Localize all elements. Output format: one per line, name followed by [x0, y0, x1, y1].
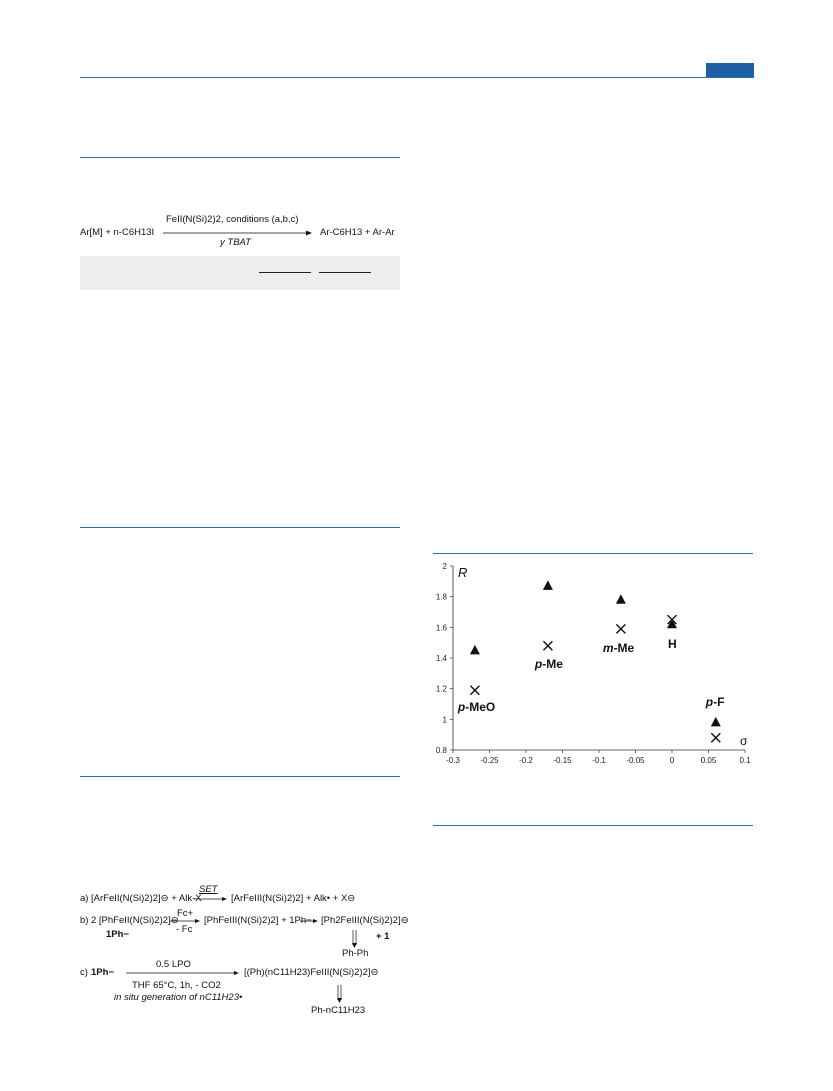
x-tick-label: -0.1 — [592, 756, 606, 765]
scheme-2-c-arrow-bottom: THF 65°C, 1h, - CO2 — [132, 980, 221, 991]
y-tick-label: 1 — [442, 715, 447, 725]
scheme-2-a-arrow-label: SET — [199, 884, 218, 895]
x-tick-label: -0.25 — [480, 756, 499, 765]
scheme-2-c-arrow-top: 0.5 LPO — [156, 959, 191, 970]
scheme-2-b-middle: [PhFeIII(N(Si)2)2] + 1Ph− — [204, 915, 312, 926]
scheme-1-products: Ar-C6H13 + Ar-Ar — [320, 227, 395, 238]
scheme-2-c-product: Ph-nC11H23 — [311, 1005, 366, 1016]
y-tick-label: 2 — [442, 562, 447, 571]
cross-point — [711, 733, 720, 742]
scheme-2-c-note: in situ generation of nC11H23• — [114, 992, 243, 1003]
x-tick-label: 0.1 — [739, 756, 751, 765]
chart-points — [470, 580, 721, 742]
cross-point — [543, 641, 552, 650]
scheme-2-b-label: b) — [80, 915, 89, 926]
chart-xlabel: σ — [740, 734, 748, 748]
scheme-1-additive: y TBAT — [220, 237, 251, 248]
y-tick-label: 0.8 — [435, 746, 447, 755]
triangle-point — [616, 594, 626, 604]
scheme-2-b-product: Ph-Ph — [342, 948, 369, 959]
y-tick-label: 1.8 — [435, 592, 447, 602]
triangle-point — [470, 645, 480, 655]
scheme-2-c-left: 1Ph− — [91, 967, 114, 978]
scheme-1-catalyst: FeII(N(Si)2)2, conditions (a,b,c) — [166, 214, 299, 225]
x-tick-label: 0.05 — [700, 756, 717, 765]
x-tick-label: -0.2 — [519, 756, 533, 765]
scheme-2-b-arrow-bottom: - Fc — [176, 924, 193, 935]
scheme-2-b-right: [Ph2FeIII(N(Si)2)2]⊖ — [321, 915, 409, 926]
scheme-2-a-label: a) — [80, 893, 89, 904]
scheme-2-b-plus: + 1 — [376, 931, 390, 942]
point-annotation: p-Me — [534, 657, 563, 671]
scheme-2-c-right: [(Ph)(nC11H23)FeIII(N(Si)2)2]⊖ — [244, 967, 379, 978]
chart-ylabel: R — [458, 565, 468, 580]
chart-axes — [453, 566, 745, 750]
point-annotation: H — [668, 637, 677, 651]
chart-ticks — [436, 562, 751, 765]
scheme-2-b-sublabel: 1Ph− — [106, 929, 129, 940]
point-annotation: p-MeO — [457, 700, 496, 714]
x-tick-label: -0.05 — [626, 756, 645, 765]
x-tick-label: -0.3 — [446, 756, 460, 765]
chart-annotations — [457, 637, 725, 714]
x-tick-label: 0 — [669, 756, 675, 765]
cross-point — [470, 686, 479, 695]
scheme-2-c-label: c) — [80, 967, 88, 978]
scheme-2-b-arrow-top: Fc+ — [177, 908, 194, 919]
y-tick-label: 1.6 — [435, 623, 447, 633]
scheme-1-reactants: Ar[M] + n-C6H13I — [80, 227, 155, 238]
scheme-2-b-left: 2 [PhFeII(N(Si)2)2]⊖ — [91, 915, 179, 926]
scheme-2-a-right: [ArFeIII(N(Si)2)2] + Alk• + X⊖ — [231, 893, 356, 904]
y-tick-label: 1.4 — [435, 654, 447, 663]
triangle-point — [711, 717, 721, 727]
scheme-2-a-left: [ArFeII(N(Si)2)2]⊖ + Alk-X — [91, 893, 202, 904]
point-annotation: m-Me — [602, 641, 635, 655]
triangle-point — [543, 580, 553, 590]
point-annotation: p-F — [705, 695, 725, 709]
x-tick-label: -0.15 — [553, 756, 572, 765]
cross-point — [616, 624, 625, 633]
y-tick-label: 1.2 — [435, 684, 447, 694]
